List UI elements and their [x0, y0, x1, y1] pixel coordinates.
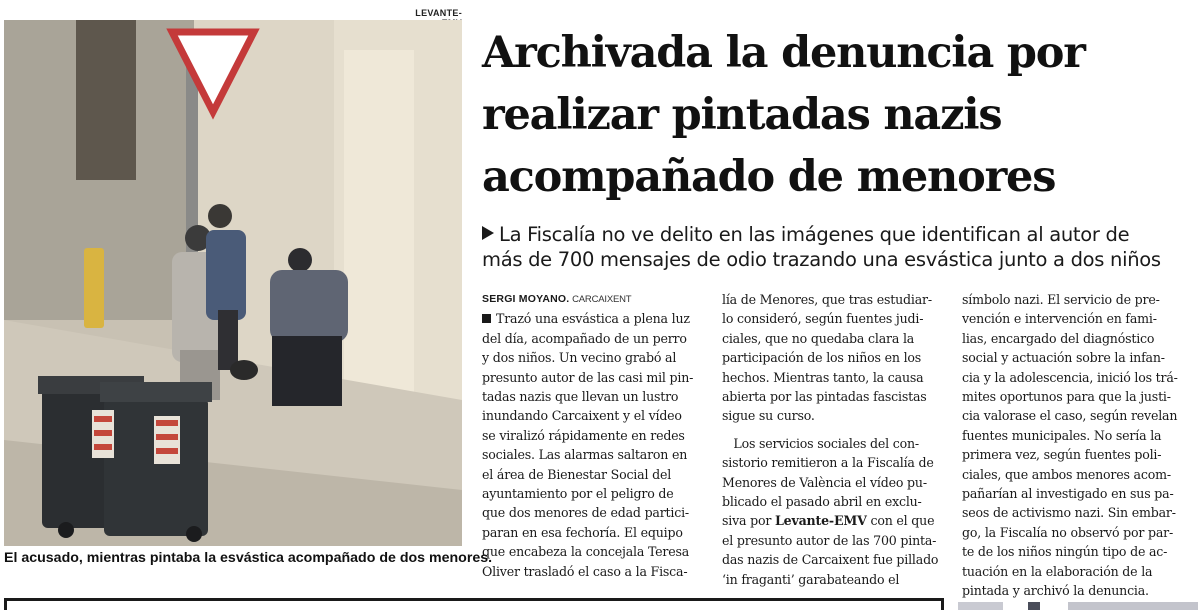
photo-caption: El acusado, mientras pintaba la esvástica acompañado de dos menores.: [4, 550, 493, 566]
article-line: blicado el pasado abril en exclu-: [722, 494, 922, 510]
article-line: ‘in fraganti’ garabateando el: [722, 571, 900, 587]
article-line: del día, acompañado de un perro: [482, 330, 687, 346]
article-line: se viralizó rápidamente en redes: [482, 427, 685, 443]
article-line: ciales, que ambos menores acom-: [962, 466, 1171, 482]
article-column-1: [482, 290, 712, 581]
article-column-2: [722, 290, 952, 589]
article-line: Los servicios sociales del con-: [733, 435, 919, 451]
article-line: pañarían al investigado en sus pa-: [962, 486, 1174, 502]
headline: [482, 22, 1198, 208]
article-line: vención e intervención en fami-: [962, 311, 1157, 327]
subheadline-text: La Fiscalía no ve delito en las imágenes que identifican al autor de: [499, 223, 1130, 246]
article-line: que encabeza la concejala Teresa: [482, 544, 690, 560]
article-line: Oliver trasladó el caso a la Fisca-: [482, 563, 688, 579]
newspaper-name: Levante-EMV: [774, 513, 867, 529]
article-line: el presunto autor de las 700 pinta-: [722, 532, 937, 548]
article-line: cia y la adolescencia, inició los trá-: [962, 369, 1178, 385]
article-line: sociales. Las alarmas saltaron en: [482, 447, 688, 463]
article-line: primera vez, según fuentes poli-: [962, 447, 1162, 463]
article-line: tadas nazis que llevan un lustro: [482, 389, 679, 405]
article-line: lo consideró, según fuentes judi-: [722, 311, 924, 327]
article-line: siva por Levante-EMV con el que: [722, 513, 935, 529]
article-line: ayuntamiento por el peligro de: [482, 486, 674, 502]
news-photo: [4, 20, 462, 546]
next-article-frame: [4, 598, 944, 610]
subheadline-line: [482, 222, 1198, 247]
article-line: das nazis de Carcaixent fue pillado: [722, 552, 939, 568]
article-line: te de los niños ningún tipo de ac-: [962, 544, 1168, 560]
article-line: go, la Fiscalía no observó por par-: [962, 524, 1174, 540]
article-line: y dos niños. Un vecino grabó al: [482, 350, 677, 366]
next-article-image: [958, 602, 1198, 610]
article-line: Trazó una esvástica a plena luz: [482, 309, 712, 328]
photo-credit: LEVANTE-: [415, 8, 462, 18]
article-line: lias, encargado del diagnóstico: [962, 330, 1155, 346]
article-line: fuentes municipales. No sería la: [962, 427, 1162, 443]
byline-place: CARCAIXENT: [572, 294, 632, 305]
article-line: paran en esa fechoría. El equipo: [482, 524, 683, 540]
article-line: el área de Bienestar Social del: [482, 466, 672, 482]
article-line: símbolo nazi. El servicio de pre-: [962, 292, 1160, 307]
headline-line: realizar pintadas nazis: [482, 90, 1002, 140]
article-line: social y actuación sobre la infan-: [962, 350, 1165, 366]
article-line: lía de Menores, que tras estudiar-: [722, 292, 932, 307]
article-line: abierta por las pintadas fascistas: [722, 389, 927, 405]
article-line: tuación en la elaboración de la: [962, 563, 1153, 579]
byline-author: SERGI MOYANO.: [482, 293, 570, 305]
article-line: Menores de València el vídeo pu-: [722, 474, 927, 490]
byline: [482, 290, 712, 309]
article-line: hechos. Mientras tanto, la causa: [722, 369, 924, 385]
article-line: sistorio remitieron a la Fiscalía de: [722, 455, 934, 471]
article-line: sigue su curso.: [722, 408, 815, 424]
headline-line: Archivada la denuncia por: [482, 28, 1085, 78]
paragraph-gap: [722, 426, 952, 434]
article-line: que dos menores de edad partici-: [482, 505, 689, 521]
article-line: mites oportunos para que la justi-: [962, 389, 1171, 405]
article-column-3: [962, 290, 1192, 601]
article-line: ciales, que no quedaba clara la: [722, 330, 915, 346]
article-line: pintada y archivó la denuncia.: [962, 583, 1149, 599]
article-line: seos de activismo nazi. Sin embar-: [962, 505, 1176, 521]
subheadline: [482, 222, 1198, 272]
article-line: cia valorase el caso, según revelan: [962, 408, 1178, 424]
article-line: inundando Carcaixent y el vídeo: [482, 408, 682, 424]
headline-line: acompañado de menores: [482, 152, 1056, 202]
article-line: participación de los niños en los: [722, 350, 922, 366]
square-bullet-icon: [482, 314, 491, 323]
article-line: presunto autor de las casi mil pin-: [482, 369, 694, 385]
subheadline-line: más de 700 mensajes de odio trazando una esvástica junto a dos niños: [482, 248, 1161, 271]
triangle-bullet-icon: [482, 226, 494, 240]
